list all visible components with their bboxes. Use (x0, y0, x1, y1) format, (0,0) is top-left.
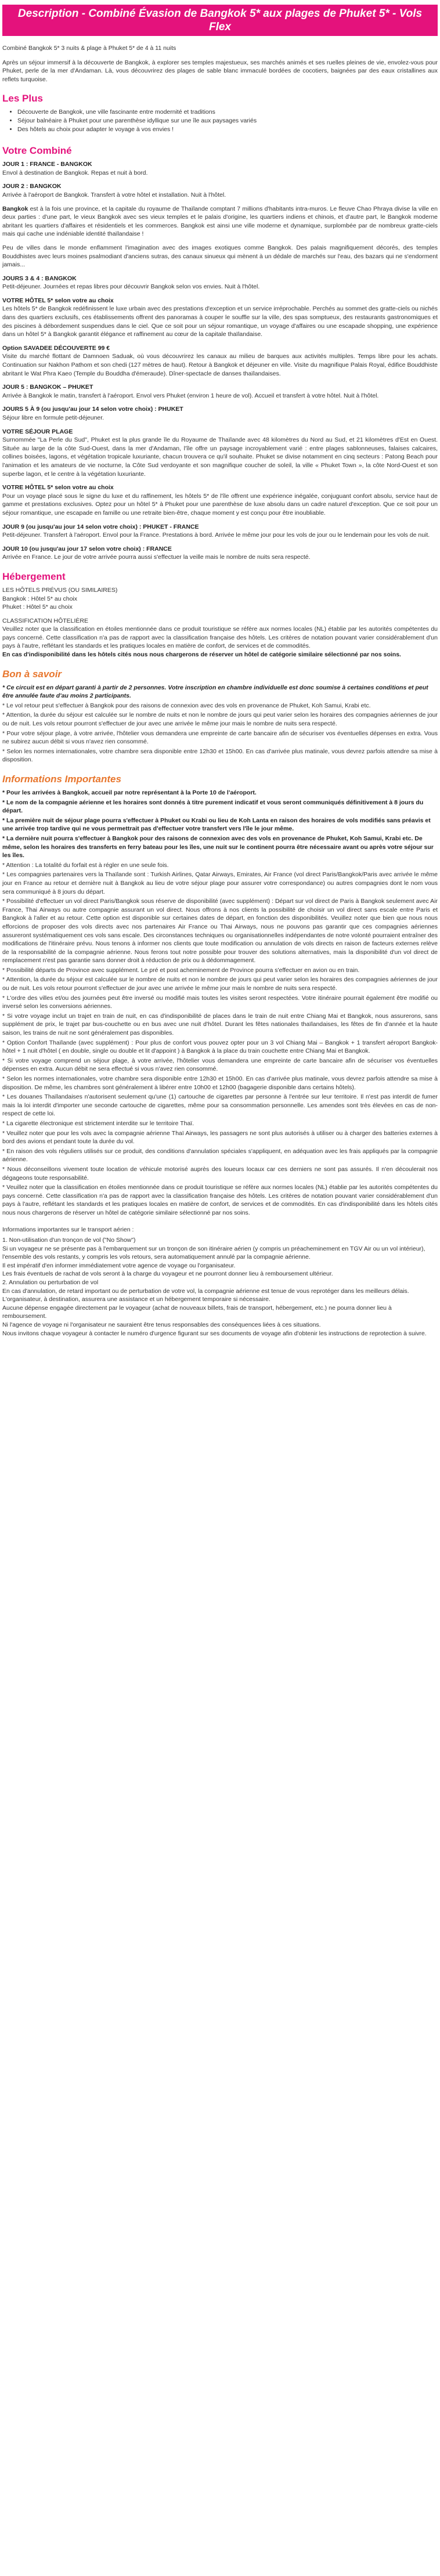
aerien-block (2, 1226, 438, 1338)
aerien-line: Aucune dépense engagée directement par le voyageur (achat de nouveaux billets, frais de transport, hébergement, etc.) ne pourra donner lieu à remboursement. (2, 1304, 392, 1320)
info-item: * Les compagnies partenaires vers la Thaïlande sont : Turkish Airlines, Qatar Airways, Emirates, Air France (vol direct Paris/Bangkok/Paris avec arrivée le même jour en France au retour et dernière nuit à Bangkok au lieu de votre séjour plage pour assurer votre correspondance) ou autres compagnies dont le nom vous sera communiqué à 8 jours du départ. (2, 871, 438, 895)
itinerary-day (2, 344, 438, 378)
itinerary-day (2, 428, 438, 479)
itinerary-day (2, 297, 438, 339)
day-text: Arrivée à l'aéroport de Bangkok. Transfert à votre hôtel et installation. Nuit à l'hôtel. (2, 191, 226, 198)
day-heading: JOUR 2 : BANGKOK (2, 183, 62, 190)
day-heading: VOTRE SÉJOUR PLAGE (2, 428, 73, 435)
hebergement-title: Hébergement (2, 570, 66, 582)
aerien-lines (2, 1236, 438, 1338)
list-item: • Séjour balnéaire à Phuket pour une parenthèse idyllique sur une île aux paysages variés (17, 117, 438, 125)
infos-title: Informations Importantes (2, 774, 121, 785)
bon-savoir-item: * Selon les normes internationales, votre chambre sera disponible entre 12h30 et 15h00. En cas d'arrivée plus matinale, vous devrez parfois attendre sa mise à disposition. (2, 747, 438, 764)
day-heading: VOTRE HÔTEL 5* selon votre au choix (2, 297, 114, 304)
hotels-line: LES HÔTELS PRÉVUS (OU SIMILAIRES) (2, 586, 118, 594)
info-item: * Attention, la durée du séjour est calculée sur le nombre de nuits et non le nombre de jours qui peut varier selon les horaires des compagnies aériennes de jour ou de nuit. Les vols retour pourront s'effectuer de jour avec une arrivée le même jour mais le nombre de nuits sera respecté. (2, 976, 438, 992)
bon-savoir-item: * Attention, la durée du séjour est calculée sur le nombre de nuits et non le nombre de jours qui peut varier selon les horaires des compagnies aériennes de jour ou de nuit. Les vols retour pourront s'effectuer de jour avec une arrivée le même jour mais le nombre de nuits sera respecté. (2, 711, 438, 728)
hotels-block (2, 586, 438, 612)
classification-text: Veuillez noter que la classification en étoiles mentionnée dans ce produit touristique se réfère aux normes locales (NL) établie par les autorités compétentes du pays concerné. Cette classification n'a pas de rapport avec la classification française des hôtels. Les critères de notation pouvant varier considérablement d'un pays à l'autre, reflétant les standards et les pratiques locales en matière de confort, de services et de commodités. (2, 626, 438, 650)
list-item: • Découverte de Bangkok, une ville fascinante entre modernité et traditions (17, 108, 438, 117)
info-items (2, 861, 438, 1217)
day-text: Petit-déjeuner. Transfert à l'aéroport. Envol pour la France. Prestations à bord. Arrivée le même jour pour les vols de jour ou le lendemain pour les vols de nuit. (2, 532, 430, 539)
day-heading: JOUR 1 : FRANCE - BANGKOK (2, 161, 92, 168)
day-text: Pour un voyage placé sous le signe du luxe et du raffinement, les hôtels 5* de l'île offrent une expérience inégalée, conjuguant confort absolu, service haut de gamme et prestations exclusives. Optez pour un hôtel 5* à Phuket pour une parenthèse de luxe absolu dans un cadre naturel d'exception. Que ce soit pour un séjour romantique, une escapade en famille ou une retraite bien-être, chaque moment y est conçu pour être inoubliable. (2, 492, 438, 516)
day-heading: VOTRE HÔTEL 5* selon votre au choix (2, 484, 114, 492)
day-text: Surnommée "La Perle du Sud", Phuket est la plus grande île du Royaume de Thaïlande avec 48 kilomètres du Nord au Sud, et 21 kilomètres d'Est en Ouest. Située au large de la côte Sud-Ouest, dans la mer d'Andaman, l'île offre un paysage incroyablement varié : entre plages sablonneuses, falaises calcaires, collines boisées, lagons, et végétation tropicale luxuriante, chacun trouvera ce qu'il souhaite. Phuket se divise notamment en cinq secteurs : Patong Beach pour l'animation et les amateurs de vie nocturne, la Côte Sud verdoyante et son magnifique coucher de soleil, la ville « Phuket Town », la côte Nord-Ouest et son superbe lagon, et le centre à la végétation luxuriante. (2, 436, 438, 478)
info-item: * Veuillez noter que pour les vols avec la compagnie aérienne Thaï Airways, les passagers ne sont plus autorisés à utiliser ou à charger des batteries externes à bord des avions et pendant toute la durée du vol. (2, 1129, 438, 1146)
itinerary-day (2, 545, 438, 562)
info-item: * Selon les normes internationales, votre chambre sera disponible entre 12h30 et 15h00. En cas d'arrivée plus matinale, vous devrez parfois attendre sa mise à disposition. De même, les chambres sont généralement à libérer entre 10h00 et 12h00 (bagagerie disponible dans certains hôtels). (2, 1075, 438, 1091)
hotels-line: Bangkok : Hôtel 5* au choix (2, 595, 77, 602)
info-item: * Les douanes Thaïlandaises n'autorisent seulement qu'une (1) cartouche de cigarettes par personne à l'entrée sur leur territoire. Il n'est pas interdit de fumer mais la loi interdit d'importer une seconde cartouche de cigarettes, même pour sa consommation personnelle. Les amendes sont très élevées en cas de non-respect de cette loi. (2, 1093, 438, 1118)
info-item: * Si votre voyage inclut un trajet en train de nuit, en cas d'indisponibilité de places dans le train de nuit entre Chiang Mai et Bangkok, nous assurerons, sans supplément de prix, le trajet par bus-couchette ou en bus avec une nuit d'hôtel. Durant les fêtes nationales thaïlandaises, les fêtes de fin d'année et la haute saison, les trains de nuit ne sont généralement pas disponibles. (2, 1012, 438, 1037)
info-item: * En raison des vols réguliers utilisés sur ce produit, des conditions d'annulation spéciales s'appliquent, en adéquation avec les frais appliqués par la compagnie aérienne. (2, 1147, 438, 1164)
itinerary-day (2, 383, 438, 400)
bon-savoir-block (2, 684, 438, 764)
aerien-head: Informations importantes sur le transport aérien : (2, 1226, 134, 1233)
day-text-body: est à la fois une province, et la capitale du royaume de Thaïlande comptant 7 millions d'habitants intra-muros. Le fleuve Chao Phraya divise la ville en deux parties : d'une part, le vieux Bangkok avec ses vieux temples et le palais d'origine, les quartiers indiens et chinois, et d'autre part, le Bangkok moderne abritant les quartiers d'affaires et résidentiels et les commerces. Bangkok est ainsi une ville moderne et dynamique, surplombée par de nombreux gratte-ciels mais qui cache une indéniable identité thaïlandaise ! (2, 205, 438, 238)
itinerary-day (2, 483, 438, 517)
plus-list (2, 108, 438, 133)
subtitle: Combiné Bangkok 5* 3 nuits & plage à Phuket 5* de 4 à 11 nuits (2, 45, 176, 52)
info-item: * Possibilité départs de Province avec supplément. Le pré et post acheminement de Province pourra s'effectuer en avion ou en train. (2, 966, 360, 974)
day-text: Petit-déjeuner. Journées et repas libres pour découvrir Bangkok selon vos envies. Nuit à l'hôtel. (2, 283, 260, 291)
bon-savoir-item: * Le vol retour peut s'effectuer à Bangkok pour des raisons de connexion avec des vols en provenance de Phuket, Koh Samui, Krabi etc. (2, 702, 371, 709)
plus-title: Les Plus (2, 93, 43, 104)
info-item: * Possibilité d'effectuer un vol direct Paris/Bangkok sous réserve de disponibilité (avec supplément) : Départ sur vol direct de Paris à Bangkok seulement avec Air France, Thai Airways ou autre compagnie assurant un vol direct. Nous offrons à nos clients la possibilité de choisir un vol direct sans escale entre Paris et Bangkok à l'aller et au retour. Cette option est disponible sur certaines dates de départ, en fonction des disponibilités. Veuillez noter que bien que nous nous efforcions de proposer des vols directs avec nos partenaires Air France ou Thai Airways, nous ne pouvons pas garantir que ces compagnies aériennes assureront systématiquement ces vols sans escale. Des circonstances techniques ou organisationnelles indépendantes de notre volonté pourraient entraîner des modifications de l'itinéraire prévu. Nous tenons à informer nos clients que toute modification ou annulation de vols directs en raison de facteurs externes relève de la responsabilité de la compagnie aérienne. Nous ferons tout notre possible pour trouver des solutions alternatives, mais la disponibilité d'un vol direct de remplacement n'est pas garantie sans donner droit à réduction de prix ou à dédommagement. (2, 898, 438, 964)
aerien-line: 2. Annulation ou perturbation de vol (2, 1279, 99, 1287)
info-item: * Attention : La totalité du forfait est à régler en une seule fois. (2, 861, 169, 869)
aerien-line: 1. Non-utilisation d'un tronçon de vol ("No Show") (2, 1237, 136, 1244)
itinerary-day (2, 244, 438, 269)
aerien-line: Si un voyageur ne se présente pas à l'embarquement sur un tronçon de son itinéraire aérien (y compris un préacheminement en TGV Air ou un vol intérieur), l'ensemble des vols restants, y compris les vols retours, sera automatiquement annulé par la compagnie aérienne. (2, 1245, 425, 1261)
day-heading: JOUR 5 : BANGKOK – PHUKET (2, 384, 93, 391)
day-text (2, 205, 438, 239)
itinerary (2, 160, 438, 562)
aerien-line: Ni l'agence de voyage ni l'organisateur ne sauraient être tenus responsables des conséquences liées à ces situations. (2, 1321, 321, 1329)
aerien-line: Il est impératif d'en informer immédiatement votre agence de voyage ou l'organisateur. (2, 1262, 236, 1269)
page-title: Description - Combiné Évasion de Bangkok 5* aux plages de Phuket 5* - Vols Flex (2, 5, 438, 36)
bon-savoir-title: Bon à savoir (2, 668, 62, 680)
combine-title: Votre Combiné (2, 145, 72, 157)
itinerary-day (2, 160, 438, 177)
itinerary-day (2, 405, 438, 422)
itinerary-day (2, 205, 438, 239)
day-heading: JOURS 5 À 9 (ou jusqu'au jour 14 selon votre choix) : PHUKET (2, 406, 183, 413)
itinerary-day (2, 182, 438, 199)
day-text: Les hôtels 5* de Bangkok redéfinissent le luxe urbain avec des prestations d'exception et un service irréprochable. Perchés au sommet des gratte-ciels ou nichés dans des quartiers exclusifs, ces établissements offrent des panoramas à couper le souffle sur la ville, des spas somptueux, des restaurants gastronomiques et des piscines à débordement suspendues dans le ciel. Que ce soit pour un séjour romantique, un voyage d'affaires ou une escapade shopping, une expérience dans un hôtel 5* à Bangkok garantit élégance et raffinement au cœur de la capitale thaïlandaise. (2, 305, 438, 338)
aerien-line: Les frais éventuels de rachat de vols seront à la charge du voyageur et ne pourront donner lieu à remboursement ultérieur. (2, 1270, 333, 1278)
bon-savoir-intro: * Ce circuit est en départ garanti à partir de 2 personnes. Votre inscription en chambre individuelle est donc soumise à certaines conditions et peut être annulée faute d'au moins 2 participants. (2, 684, 428, 700)
classification-bold: En cas d'indisponibilité dans les hôtels cités nous nous chargerons de réserver un hôtel de catégorie similaire sélectionné par nos soins. (2, 651, 401, 659)
info-item: * L'ordre des villes et/ou des journées peut être inversé ou modifié mais toutes les visites seront respectées. Votre itinéraire pourrait également être modifié ou inversé selon les conversions aériennes. (2, 994, 438, 1010)
info-item: * Si votre voyage comprend un séjour plage, à votre arrivée, l'hôtelier vous demandera une empreinte de carte bancaire afin de sécuriser vos éventuelles dépenses en extra. Aucun débit ne sera effectué si vous n'avez rien consommé. (2, 1057, 438, 1073)
info-item: * La cigarette électronique est strictement interdite sur le territoire Thaï. (2, 1119, 194, 1127)
intro-text: Après un séjour immersif à la découverte de Bangkok, à explorer ses temples majestueux, ses marchés animés et ses ruelles pleines de vie, envolez-vous pour Phuket, perle de la mer d'Andaman. Là, vous découvrirez des plages de sable blanc immaculé bordées de cocotiers, baignées par des eaux cristallines aux reflets turquoise. (2, 59, 438, 83)
aerien-line: En cas d'annulation, de retard important ou de perturbation de votre vol, la compagnie aérienne est tenue de vous reprotéger dans les meilleurs délais. (2, 1287, 409, 1295)
info-item: * Veuillez noter que la classification en étoiles mentionnée dans ce produit touristique se réfère aux normes locales (NL) établie par les autorités compétentes du pays concerné. Cette classification n'a pas de rapport avec la classification française des hôtels. Les critères de notation pouvant varier considérablement d'un pays à l'autre, reflétant les standards et les pratiques locales en matière de confort, de services et de commodités. En cas d'indisponibilité dans les hôtels cités nous nous chargerons de réserver un hôtel de catégorie similaire sélectionné par nos soins. (2, 1184, 438, 1216)
day-text: Peu de villes dans le monde enflamment l'imagination avec des images exotiques comme Bangkok. Des palais magnifiquement décorés, des temples Bouddhistes avec leurs moines psalmodiant d'anciens sutras, des canaux sinueux qui mènent à un dédale de marchés sur l'eau, des bazars qui ne s'endorment jamais... (2, 244, 438, 269)
bon-savoir-item: * Pour votre séjour plage, à votre arrivée, l'hôtelier vous demandera une empreinte de carte bancaire afin de sécuriser vos éventuelles dépenses en extra. Vous ne subirez aucun débit si vous n'avez rien consommé. (2, 729, 438, 746)
day-text: Arrivée en France. Le jour de votre arrivée pourra aussi s'effectuer la veille mais le nombre de nuits sera respecté. (2, 554, 311, 561)
day-text: Séjour libre en formule petit-déjeuner. (2, 414, 104, 421)
day-heading: JOUR 10 (ou jusqu'au jour 17 selon votre choix) : FRANCE (2, 545, 172, 552)
day-heading: JOURS 3 & 4 : BANGKOK (2, 274, 77, 282)
day-heading: JOUR 9 (ou jusqu'au jour 14 selon votre choix) : PHUKET - FRANCE (2, 523, 199, 530)
info-item: * Nous déconseillons vivement toute location de véhicule motorisé auprès des loueurs locaux car ces derniers ne sont pas assurés. Il n'en découlerait nos dégageons toute responsabilité. (2, 1165, 438, 1182)
hotels-line: Phuket : Hôtel 5* au choix (2, 604, 73, 611)
info-item-bold: * La première nuit de séjour plage pourra s'effectuer à Phuket ou Krabi ou lieu de Koh Lanta en raison des horaires de vols modifiés sans préavis et une arrivée trop tardive qui ne vous permettrait pas d'effectuer votre transfert vers l'île le jour même. (2, 816, 431, 833)
day-lead: Bangkok (2, 205, 28, 212)
info-item: * Option Confort Thaïlande (avec supplément) : Pour plus de confort vous pouvez opter pour un 3 vol Chiang Mai – Bangkok + 1 transfert aéroport Bangkok- hôtel + 1 nuit d'hôtel ( en double, single ou double et lit d'appoint ) à Bangkok à la place du train couchette entre Chiang Mai et Bangkok. (2, 1039, 438, 1055)
day-heading: Option SAVADEE DÉCOUVERTE 99 € (2, 344, 110, 352)
itinerary-day (2, 274, 438, 291)
list-item: • Des hôtels au choix pour adapter le voyage à vos envies ! (17, 125, 438, 134)
itinerary-day (2, 523, 438, 540)
info-item-bold: * Pour les arrivées à Bangkok, accueil par notre représentant à la Porte 10 de l'aéroport. (2, 789, 257, 796)
info-item-bold: * Le nom de la compagnie aérienne et les horaires sont donnés à titre purement indicatif et vous seront communiqués définitivement à 8 jours du départ. (2, 799, 424, 815)
day-text: Visite du marché flottant de Damnoen Saduak, où vous découvrirez les canaux au milieu de barques aux activités multiples. Temps libre pour les achats. Continuation sur Nakhon Pathom et son chedi (127 mètres de haut). Retour à Bangkok et déjeuner en ville. Visite du magnifique Palais Royal, édifice Bouddhiste abritant le Wat Phra Kaeo (Temple du Bouddha d'émeraude). Dîner-spectacle de danses thaïlandaises. (2, 353, 438, 377)
day-text: Envol à destination de Bangkok. Repas et nuit à bord. (2, 169, 148, 176)
classification-block (2, 617, 438, 659)
classification-head: CLASSIFICATION HÔTELIÈRE (2, 617, 88, 624)
day-text: Arrivée à Bangkok le matin, transfert à l'aéroport. Envol vers Phuket (environ 1 heure de vol). Accueil et transfert à votre hôtel. Nuit à l'hôtel. (2, 392, 379, 399)
aerien-line: L'organisateur, à destination, assurera une assistance et un hébergement temporaire si nécessaire. (2, 1296, 271, 1303)
aerien-line: Nous invitons chaque voyageur à contacter le numéro d'urgence figurant sur ses documents de voyage afin d'obtenir les instructions de reprotection à suivre. (2, 1329, 427, 1337)
infos-block (2, 789, 438, 1217)
info-item-bold: * La dernière nuit pourra s'effectuer à Bangkok pour des raisons de connexion avec des vols en provenance de Phuket, Koh Samui, Krabi etc. De même, selon les horaires des transferts en ferry bateau pour les îles, une nuit sur le continent pourra être nécessaire avant ou après votre séjour sur les îles. (2, 834, 434, 859)
